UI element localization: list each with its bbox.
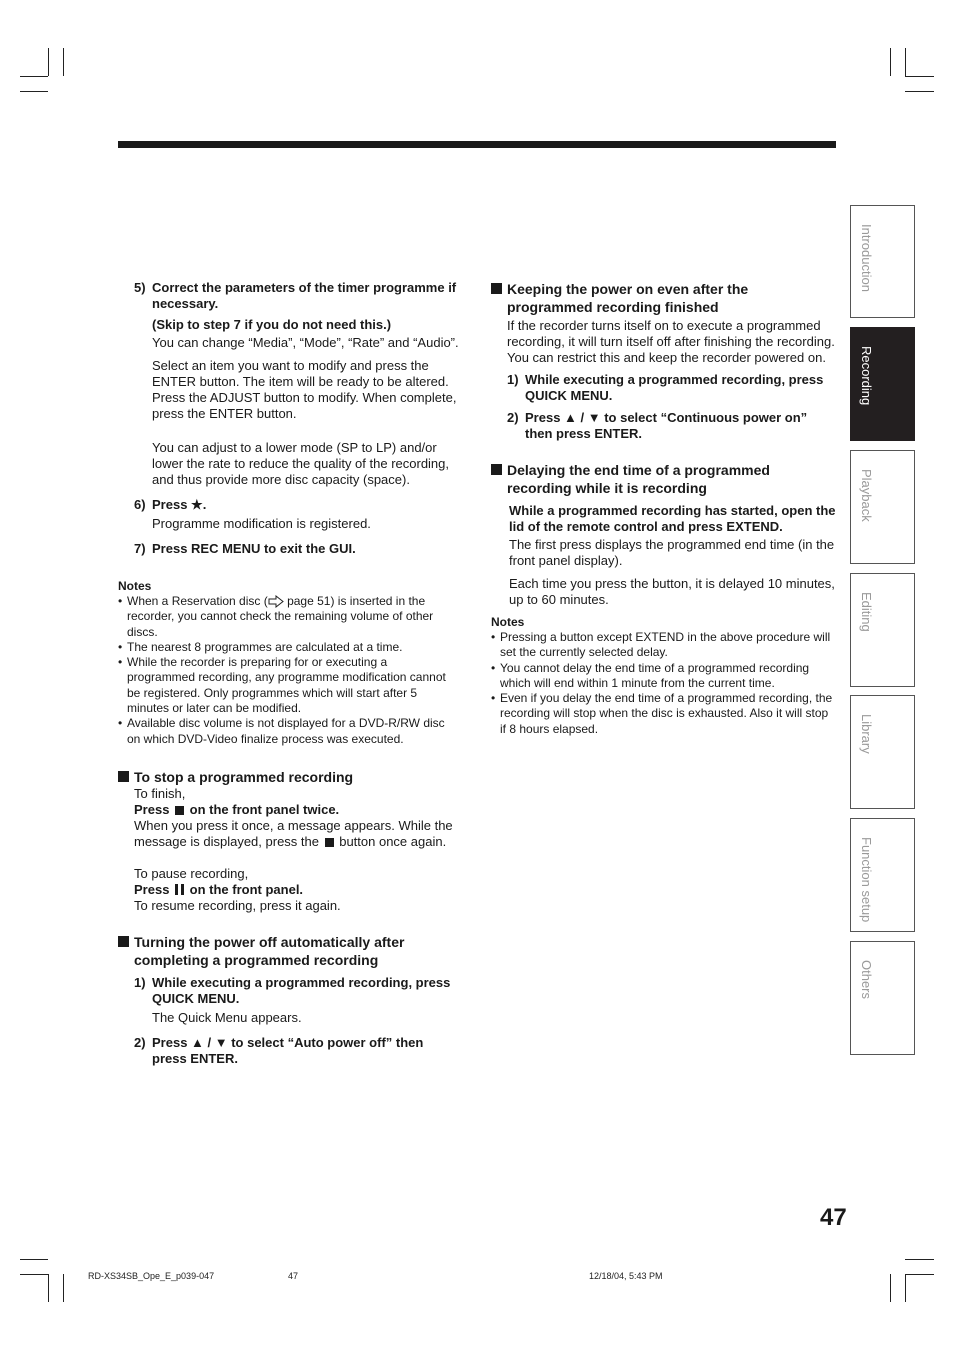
crop-mark [20, 1259, 48, 1260]
heading-text: Keeping the power on even after the programmed recording finished [507, 281, 749, 315]
step-7 [134, 541, 468, 557]
crop-mark [905, 1259, 934, 1260]
crop-mark [905, 1274, 906, 1302]
step-5 [134, 280, 468, 312]
right-column [491, 280, 836, 737]
instruction [134, 802, 468, 818]
page-reference-arrow-icon [268, 595, 284, 608]
section-heading-auto-off [118, 933, 444, 969]
paragraph [134, 818, 468, 850]
crop-mark [63, 48, 64, 76]
heading-text: To stop a programmed recording [134, 768, 354, 785]
notes-list [491, 630, 836, 737]
heading-text: Turning the power off automatically after completing a programmed recording [134, 933, 405, 968]
tab-label: Recording [859, 346, 874, 406]
section-heading-delay [491, 461, 817, 497]
crop-mark [48, 1274, 49, 1302]
step-text: Press ▲ / ▼ to select “Continuous power on” then press ENTER. [525, 410, 808, 441]
paragraph: You can change “Media”, “Mode”, “Rate” and “Audio”. [152, 335, 459, 350]
crop-mark [63, 1274, 64, 1302]
note-item: • While the recorder is preparing for or executing a programmed recording, any programme modification cannot be registered. Only programmes which will start after 5 minutes or later can be modified. [118, 655, 458, 716]
step-text: While executing a programmed recording, press QUICK MENU. [152, 974, 451, 1006]
section-bullet-icon [118, 936, 129, 947]
page-number: 47 [820, 1204, 847, 1231]
crop-mark [905, 48, 906, 76]
note-item [118, 594, 458, 640]
section-heading-keep-power [491, 280, 797, 316]
paragraph: To finish, [134, 785, 186, 801]
paragraph: To resume recording, press it again. [134, 897, 341, 913]
instruction: While a programmed recording has started, open the lid of the remote control and press EXTEND. [509, 503, 836, 534]
tab-recording[interactable] [850, 327, 915, 441]
pause-icon [175, 884, 184, 895]
auto-off-step-1 [134, 975, 468, 1007]
paragraph-text: button once again. [335, 833, 447, 849]
heading-text: Delaying the end time of a programmed recording while it is recording [507, 462, 770, 496]
paragraph: Select an item you want to modify and press the ENTER button. The item will be ready to be altered. Press the ADJUST button to modify. When complete, press the ENTER button. [152, 358, 457, 421]
tab-function-setup[interactable] [850, 818, 915, 932]
section-bullet-icon [491, 464, 502, 475]
keep-step-2 [507, 410, 836, 442]
tab-introduction[interactable] [850, 205, 915, 318]
paragraph: Programme modification is registered. [152, 516, 371, 531]
tab-label: Editing [859, 592, 874, 632]
left-column [118, 280, 468, 1067]
step-text: . [202, 497, 207, 512]
stop-icon [325, 838, 334, 847]
step-number: 2) [134, 1034, 146, 1050]
step-text: Press [152, 497, 192, 512]
note-item: • Pressing a button except EXTEND in the above procedure will set the currently selected delay. [491, 630, 836, 661]
crop-mark [890, 1274, 891, 1302]
header-rule [118, 141, 836, 148]
tab-label: Introduction [859, 224, 874, 292]
stop-icon [175, 806, 184, 815]
step-number: 1) [507, 372, 519, 387]
instruction-text: Press [134, 881, 174, 897]
tab-library[interactable] [850, 695, 915, 809]
notes-title: Notes [118, 579, 152, 593]
step-text: Correct the parameters of the timer programme if necessary. [152, 280, 457, 311]
notes-title: Notes [491, 615, 525, 629]
note-item: • The nearest 8 programmes are calculated at a time. [118, 640, 458, 655]
instruction-text: on the front panel. [186, 881, 304, 897]
instruction-text: on the front panel twice. [186, 801, 340, 817]
step-number: 7) [134, 541, 146, 556]
instruction-text: Press [134, 801, 174, 817]
tab-label: Playback [859, 469, 874, 522]
step-text: Press REC MENU to exit the GUI. [152, 541, 356, 556]
tab-others[interactable] [850, 941, 915, 1055]
section-bullet-icon [118, 771, 129, 782]
tab-label: Function setup [859, 837, 874, 923]
note-text: When a Reservation disc ( [127, 594, 268, 608]
paragraph: Each time you press the button, it is delayed 10 minutes, up to 60 minutes. [509, 576, 835, 607]
tab-label: Others [859, 960, 874, 1000]
tab-playback[interactable] [850, 450, 915, 564]
crop-mark [20, 91, 48, 92]
star-icon: ★ [191, 497, 203, 512]
crop-mark [905, 91, 934, 92]
step-text: While executing a programmed recording, press QUICK MENU. [525, 372, 824, 403]
footer-page: 47 [288, 1271, 299, 1281]
step-number: 1) [134, 974, 146, 990]
note-item: • Even if you delay the end time of a programmed recording, the recording will stop when the disc is exhausted. Also it will stop if 8 hours elapsed. [491, 691, 836, 737]
tab-editing[interactable] [850, 573, 915, 687]
auto-off-step-2 [134, 1035, 452, 1067]
paragraph: The first press displays the programmed end time (in the front panel display). [509, 537, 835, 568]
skip-note: (Skip to step 7 if you do not need this.) [152, 317, 392, 332]
crop-mark [890, 48, 891, 76]
crop-mark [48, 48, 49, 76]
section-heading-stop [118, 768, 468, 786]
step-number: 2) [507, 410, 519, 425]
step-number: 5) [134, 280, 146, 295]
paragraph: If the recorder turns itself on to execute a programmed recording, it will turn itself off after finishing the recording. You can restrict this and keep the recorder powered on. [507, 318, 835, 365]
step-6 [134, 497, 468, 513]
footer-datetime: 12/18/04, 5:43 PM [589, 1271, 663, 1281]
step-text: Press ▲ / ▼ to select “Auto power off” then press ENTER. [152, 1034, 424, 1066]
note-item: • You cannot delay the end time of a programmed recording which will end within 1 minute from the current time. [491, 661, 836, 692]
crop-mark [20, 76, 48, 77]
paragraph: You can adjust to a lower mode (SP to LP) and/or lower the rate to reduce the quality of the recording, and thus provide more disc capacity (space). [152, 440, 450, 487]
paragraph: To pause recording, [134, 865, 249, 881]
step-number: 6) [134, 497, 146, 512]
tab-label: Library [859, 714, 874, 754]
crop-mark [20, 1274, 48, 1275]
note-text: page 51) is inserted in the recorder, you cannot check the remaining volume of other discs. [127, 594, 434, 639]
note-item: • Available disc volume is not displayed for a DVD-R/RW disc on which DVD-Video finalize process was executed. [118, 716, 458, 747]
crop-mark [905, 1274, 934, 1275]
section-bullet-icon [491, 283, 502, 294]
paragraph: The Quick Menu appears. [152, 1009, 302, 1025]
notes-list [118, 594, 458, 747]
keep-step-1 [507, 372, 836, 404]
instruction [134, 882, 468, 898]
crop-mark [905, 76, 934, 77]
footer-filename: RD-XS34SB_Ope_E_p039-047 [88, 1271, 215, 1281]
paragraph-text: When you press it once, a message appears. While the message is displayed, press the [134, 817, 453, 849]
